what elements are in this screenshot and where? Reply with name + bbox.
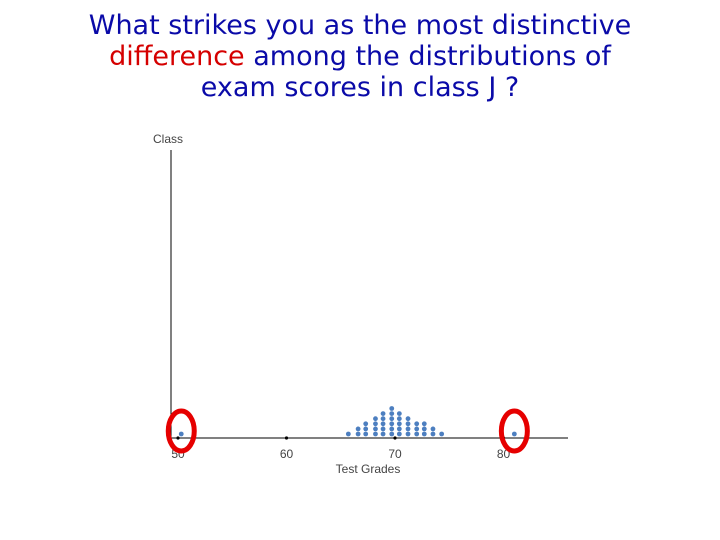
data-dot	[381, 421, 386, 426]
outlier-circle	[501, 411, 527, 451]
data-dot	[373, 427, 378, 432]
data-dot	[389, 411, 394, 416]
x-tick-mark	[285, 436, 288, 439]
data-dot	[389, 406, 394, 411]
data-dots	[179, 406, 517, 436]
data-dot	[397, 432, 402, 437]
data-dot	[363, 421, 368, 426]
x-tick-label: 70	[388, 447, 402, 461]
data-dot	[179, 432, 184, 437]
data-dot	[414, 427, 419, 432]
x-axis-title: Test Grades	[335, 462, 401, 476]
title-line-1: What strikes you as the most distinctive	[88, 10, 632, 41]
data-dot	[422, 432, 427, 437]
data-dot	[389, 421, 394, 426]
x-tick-mark	[176, 436, 179, 439]
data-dot	[381, 416, 386, 421]
data-dot	[389, 427, 394, 432]
data-dot	[422, 427, 427, 432]
title-highlight: difference	[109, 41, 245, 72]
data-dot	[414, 432, 419, 437]
data-dot	[406, 416, 411, 421]
x-tick-mark	[393, 436, 396, 439]
title-line-3: exam scores in class J ?	[200, 72, 520, 103]
x-axis-ticks	[171, 436, 510, 461]
data-dot	[512, 432, 517, 437]
data-dot	[381, 411, 386, 416]
data-dot	[406, 427, 411, 432]
outlier-circle	[168, 411, 194, 451]
data-dot	[381, 427, 386, 432]
x-tick-label: 60	[279, 447, 294, 461]
data-dot	[363, 427, 368, 432]
data-dot	[414, 421, 419, 426]
y-axis-title: Class	[153, 132, 184, 146]
data-dot	[406, 432, 411, 437]
data-dot	[373, 432, 378, 437]
data-dot	[406, 421, 411, 426]
data-dot	[373, 421, 378, 426]
data-dot	[389, 416, 394, 421]
data-dot	[431, 432, 436, 437]
data-dot	[431, 427, 436, 432]
data-dot	[439, 432, 444, 437]
title-line-2: among the distributions of	[253, 41, 611, 72]
data-dot	[346, 432, 351, 437]
data-dot	[363, 432, 368, 437]
data-dot	[389, 432, 394, 437]
data-dot	[356, 427, 361, 432]
data-dot	[381, 432, 386, 437]
data-dot	[422, 421, 427, 426]
data-dot	[397, 427, 402, 432]
data-dot	[373, 416, 378, 421]
data-dot	[356, 432, 361, 437]
x-tick-label: 50	[171, 447, 185, 461]
data-dot	[397, 416, 402, 421]
x-tick-label: 80	[496, 447, 511, 461]
data-dot	[397, 411, 402, 416]
data-dot	[397, 421, 402, 426]
outlier-markers	[168, 411, 527, 451]
